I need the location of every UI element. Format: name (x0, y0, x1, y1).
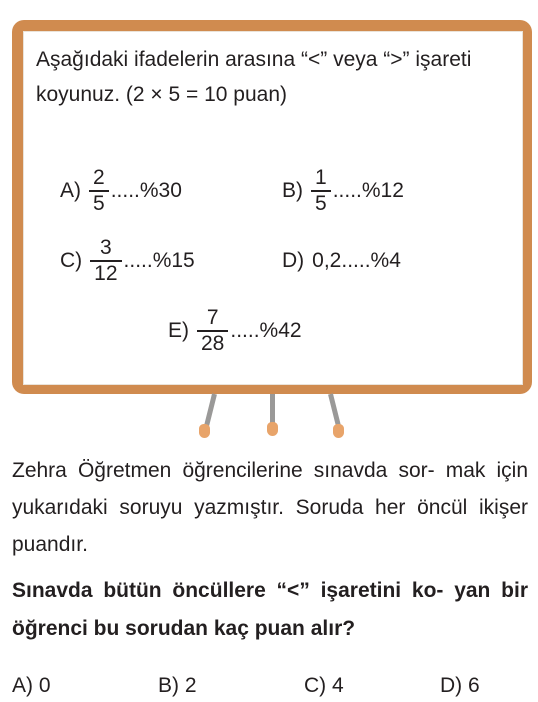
item-d-comparison: 0,2.....%4 (312, 249, 401, 272)
item-e-denominator: 28 (197, 330, 228, 356)
item-c-fraction (90, 236, 121, 286)
choice-a[interactable] (12, 674, 51, 698)
item-d (282, 249, 401, 273)
choice-d[interactable] (440, 674, 480, 698)
choice-a-label: A) (12, 674, 33, 697)
item-d-label: D) (282, 249, 305, 272)
choice-a-value: 0 (38, 674, 51, 697)
item-c-numerator: 3 (100, 236, 112, 259)
choice-d-value: 6 (468, 674, 480, 697)
choice-b[interactable] (158, 674, 197, 698)
choice-b-value: 2 (184, 674, 197, 697)
easel-foot-middle (267, 422, 278, 436)
board-instruction: Aşağıdaki ifadelerin arasına “<” veya “>” işareti koyunuz. (2 × 5 = 10 puan) (36, 48, 472, 106)
item-c-denominator: 12 (90, 260, 121, 286)
choice-c-value: 4 (332, 674, 344, 697)
problem-paragraph: Zehra Öğretmen öğrencilerine sınavda sor- mak için yukarıdaki soruyu yazmıştır. Soruda her öncül ikişer puandır. (12, 459, 528, 556)
choice-d-label: D) (440, 674, 463, 697)
choice-c-label: C) (304, 674, 327, 697)
item-a-denominator: 5 (89, 190, 109, 216)
easel-foot-right (333, 424, 344, 438)
item-c (60, 236, 195, 286)
item-e-comparison: .....%42 (230, 319, 302, 342)
item-a-label: A) (60, 179, 81, 202)
question-text: Sınavda bütün öncüllere “<” işaretini ko- yan bir öğrenci bu sorudan kaç puan alır? (12, 579, 528, 640)
item-b-comparison: .....%12 (332, 179, 404, 202)
item-b-label: B) (282, 179, 303, 202)
choice-b-label: B) (158, 674, 179, 697)
item-e-fraction (197, 306, 228, 356)
choice-c[interactable] (304, 674, 344, 698)
item-c-label: C) (60, 249, 83, 272)
item-a-numerator: 2 (93, 166, 105, 189)
item-e-label: E) (168, 319, 189, 342)
item-a-fraction (89, 166, 109, 216)
item-b (282, 166, 404, 216)
item-a (60, 166, 182, 216)
item-c-comparison: .....%15 (123, 249, 195, 272)
item-e-numerator: 7 (206, 306, 219, 329)
item-e (168, 306, 302, 356)
easel-foot-left (199, 424, 210, 438)
item-b-numerator: 1 (315, 166, 327, 189)
item-b-denominator: 5 (311, 190, 331, 216)
item-a-comparison: .....%30 (110, 179, 182, 202)
item-b-fraction (311, 166, 331, 216)
